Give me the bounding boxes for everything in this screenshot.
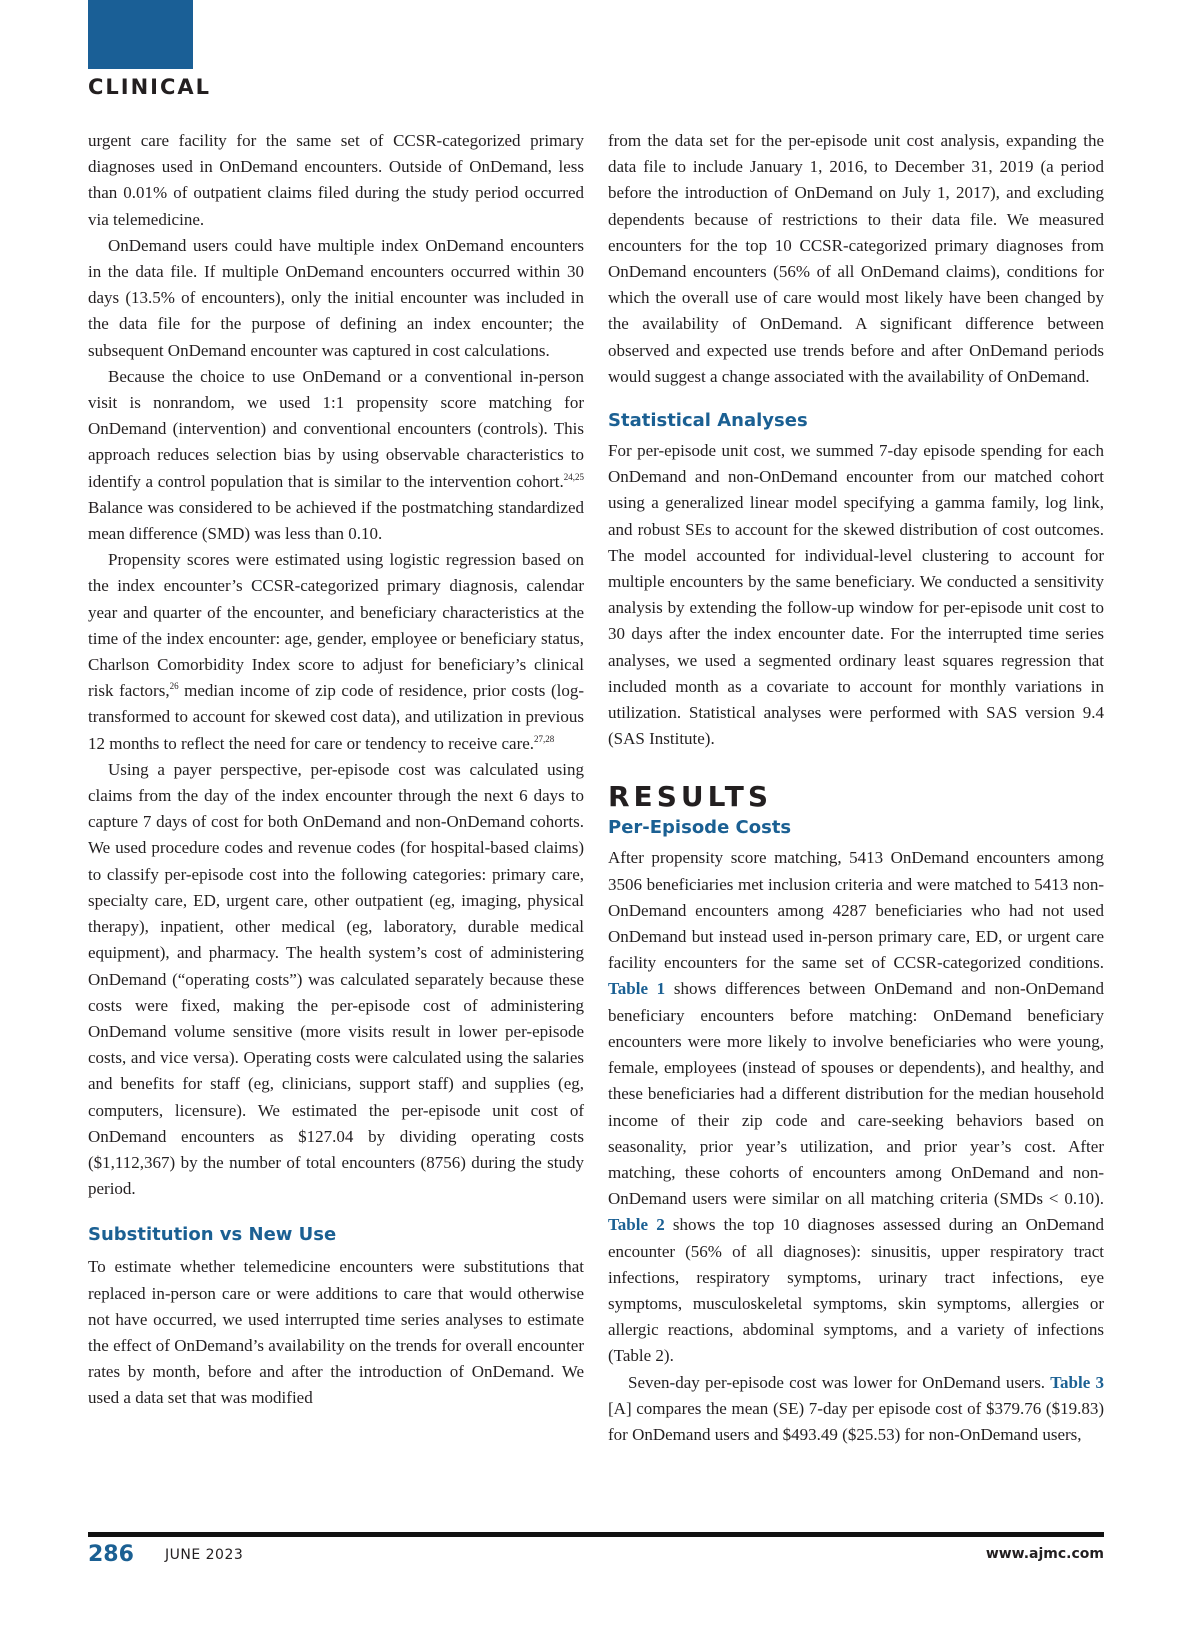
page-number: 286 xyxy=(88,1542,134,1567)
paragraph-text: After propensity score matching, 5413 OnDemand encounters among 3506 beneficiaries met inclusion criteria and were matched to 5413 non-OnDemand encounters among 4287 beneficiaries who had not used OnDemand but instead used in-person primary care, ED, or urgent care facility encounters for the same set of CCSR-categorized conditions. xyxy=(608,848,1104,973)
paragraph: OnDemand users could have multiple index OnDemand encounters in the data file. If multiple OnDemand encounters occurred within 30 days (13.5% of encounters), only the initial encounter was included in the data file for the purpose of defining an index encounter; the subsequent OnDemand encounter was captured in cost calculations. xyxy=(88,235,584,360)
paragraph-text: shows the top 10 diagnoses assessed during an OnDemand encounter (56% of all diagnoses): sinusitis, upper respiratory tract infections, respiratory symptoms, urinary tract infections, eye symptoms, musculoskeletal symptoms, skin symptoms, allergies or allergic reactions, abdominal symptoms, and a variety of infections (Table 2). xyxy=(608,1215,1104,1366)
paragraph-text: Because the choice to use OnDemand or a conventional in-person visit is nonrandom, we used 1:1 propensity score matching for OnDemand (intervention) and conventional encounters (controls). This approach reduces selection bias by using observable characteristics to identify a control population that is similar to the intervention cohort. xyxy=(88,366,584,491)
paragraph-text: Balance was considered to be achieved if the postmatching standardized mean difference (SMD) was less than 0.10. xyxy=(88,497,584,544)
paragraph-text: Propensity scores were estimated using logistic regression based on the index encounter’s CCSR-categorized primary diagnosis, calendar year and quarter of the encounter, and beneficiary characteristics at the time of the index encounter: age, gender, employee or beneficiary status, Charlson Comorbidity Index score to adjust for beneficiary’s clinical risk factors, xyxy=(88,550,584,701)
section-color-block xyxy=(88,0,193,69)
right-column xyxy=(608,128,1104,1448)
paragraph xyxy=(608,1370,1104,1449)
table-1-link[interactable]: Table 1 xyxy=(608,979,666,999)
paragraph: For per-episode unit cost, we summed 7-day episode spending for each OnDemand and non-OnDemand encounter from our matched cohort using a generalized linear model specifying a gamma family, log link, and robust SEs to account for the skewed distribution of cost outcomes. The model accounted for individual-level clustering to account for multiple encounters by the same beneficiary. We conducted a sensitivity analysis by extending the follow-up window for per-episode unit cost to 30 days after the index encounter date. For the interrupted time series analyses, we used a segmented ordinary least squares regression that included month as a covariate to account for monthly variations in utilization. Statistical analyses were performed with SAS version 9.4 (SAS Institute). xyxy=(608,441,1104,749)
paragraph xyxy=(88,364,584,547)
paragraph: from the data set for the per-episode unit cost analysis, expanding the data file to include January 1, 2016, to December 31, 2019 (a period before the introduction of OnDemand on July 1, 2017), and excluding dependents because of restrictions to their data file. We measured encounters for the top 10 CCSR-categorized primary diagnoses from OnDemand encounters (56% of all OnDemand claims), conditions for which the overall use of care would most likely have been changed by the availability of OnDemand. A significant difference between observed and expected use trends before and after OnDemand periods would suggest a change associated with the availability of OnDemand. xyxy=(608,131,1104,386)
footer-rule xyxy=(88,1532,1104,1537)
website-url[interactable]: www.ajmc.com xyxy=(985,1546,1104,1562)
paragraph-text: [A] compares the mean (SE) 7-day per episode cost of $379.76 ($19.83) for OnDemand users and $493.49 ($25.53) for non-OnDemand users, xyxy=(608,1398,1104,1444)
issue-date: JUNE 2023 xyxy=(165,1547,244,1563)
citation-ref: 26 xyxy=(169,681,179,692)
paragraph-text: shows differences between OnDemand and non-OnDemand beneficiary encounters before matching: OnDemand beneficiary encounters were more likely to involve beneficiaries who were young, female, employees (instead of spouses or dependents), and healthy, and these beneficiaries had a different distribution for the median household income of their zip code and care-seeking behaviors based on seasonality, prior year’s utilization, and prior year’s cost. After matching, these cohorts of encounters among OnDemand and non-OnDemand users were similar on all matching criteria (SMDs < 0.10). xyxy=(608,979,1104,1209)
citation-ref: 24,25 xyxy=(563,471,584,482)
paragraph-text: Seven-day per-episode cost was lower for OnDemand users. xyxy=(628,1372,1051,1392)
table-2-link[interactable]: Table 2 xyxy=(608,1215,665,1235)
subheading-statistical-analyses: Statistical Analyses xyxy=(608,410,808,432)
paragraph xyxy=(608,845,1104,1369)
paragraph: To estimate whether telemedicine encounters were substitutions that replaced in-person care or were additions to care that would otherwise not have occurred, we used interrupted time series analyses to estimate the effect of OnDemand’s availability on the trends for overall encounter rates by month, before and after the introduction of OnDemand. We used a data set that was modified xyxy=(88,1257,584,1408)
paragraph: Using a payer perspective, per-episode cost was calculated using claims from the day of the index encounter through the next 6 days to capture 7 days of cost for both OnDemand and non-OnDemand cohorts. We used procedure codes and revenue codes (for hospital-based claims) to classify per-episode cost into the following categories: primary care, specialty care, ED, urgent care, other outpatient (eg, imaging, physical therapy), inpatient, other medical (eg, laboratory, durable medical equipment), and pharmacy. The health system’s cost of administering OnDemand (“operating costs”) was calculated separately because these costs were fixed, making the per-episode cost of administering OnDemand volume sensitive (more visits result in lower per-episode costs, and vice versa). Operating costs were calculated using the salaries and benefits for staff (eg, clinicians, support staff) and supplies (eg, computers, licensure). We estimated the per-episode unit cost of OnDemand encounters as $127.04 by dividing operating costs ($1,112,367) by the number of total encounters (8756) during the study period. xyxy=(88,759,584,1199)
section-label: CLINICAL xyxy=(88,75,212,99)
subheading-substitution: Substitution vs New Use xyxy=(88,1224,337,1246)
paragraph-text: median income of zip code of residence, prior costs (log-transformed to account for skewed cost data), and utilization in previous 12 months to reflect the need for care or tendency to receive care. xyxy=(88,681,584,753)
table-3-link[interactable]: Table 3 xyxy=(1050,1372,1104,1392)
paragraph: urgent care facility for the same set of CCSR-categorized primary diagnoses used in OnDemand encounters. Outside of OnDemand, less than 0.01% of outpatient claims filed during the study period occurred via telemedicine. xyxy=(88,131,584,229)
left-column xyxy=(88,128,584,1412)
paragraph xyxy=(88,547,584,757)
citation-ref: 27,28 xyxy=(534,733,555,744)
subheading-per-episode-costs: Per-Episode Costs xyxy=(608,817,792,839)
results-heading: RESULTS xyxy=(608,780,773,814)
